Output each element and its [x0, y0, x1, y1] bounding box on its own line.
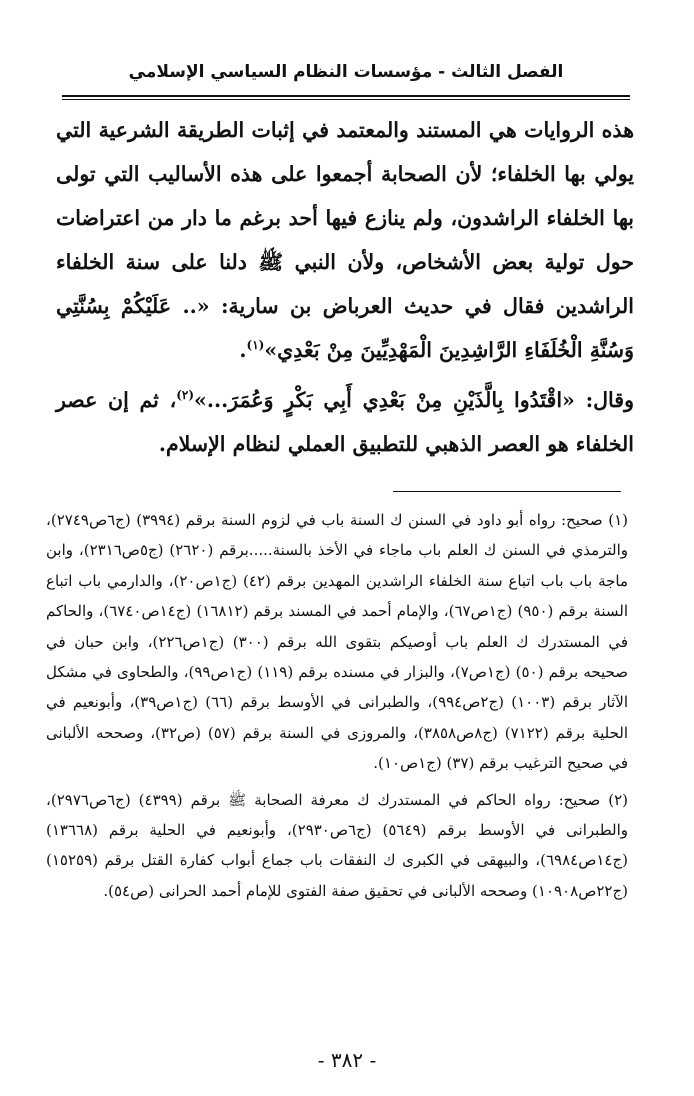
footnote-1: (١) صحيح: رواه أبو داود في السنن ك السنة باب في لزوم السنة برقم (٣٩٩٤) (ج٦ص٢٧٤٩)، والترمذي في السنن ك العلم باب ماجاء في الأخذ بالسنة.....برقم (٢٦٢٠) (ج٥ص٢٣١٦)، وابن ماجة باب باب اتباع سنة الخلفاء الراشدين المهدين برقم (٤٢) (ج١ص٢٠)، والدارمي باب اتباع السنة برقم (٩٥٠) (ج١ص٦٧)، والإمام أحمد في المسند برقم (١٦٨١٢) (ج١٤ص٦٧٤٠)، والحاكم في المستدرك ك العلم باب أوصيكم بتقوى الله برقم (٣٠٠) (ج١ص٢٢٦)، وابن حبان في صحيحه برقم (٥٠) (ج١ص٧)، والبزار في مسنده برقم (١١٩) (ج١ص٩٩)، والطحاوى في مشكل الآثار برقم (١٠٠٣) (ج٢ص٩٩٤)، والطبرانى في الأوسط برقم (٦٦) (ج١ص٣٩)، وأبونعيم في الحلية برقم (٧١٢٢) (ج٨ص٣٨٥٨)، والمروزى في السنة برقم (٥٧) (ص٣٢)، وصححه الألبانى في صحيح الترغيب برقم (٣٧) (ج١ص١٠).	[46, 511, 629, 773]
paragraph-2-quote: وقال: «اقْتَدُوا بِالَّذَيْنِ مِنْ بَعْدِي أَبِي بَكْرٍ وَعُمَرَ...»	[194, 388, 634, 412]
footnote-ref-2: (٢)	[176, 388, 195, 403]
body-paragraph-1: هذه الروايات هي المستند والمعتمد في إثبات الطريقة الشرعية التي يولي بها الخلفاء؛ لأن الصحابة أجمعوا على هذه الأساليب التي تولى بها الخلفاء الراشدون، ولم ينازع فيها أحد برغم ما دار من اعتراضات حول تولية بعض الأشخاص، ولأن النبي ﷺ دلنا على سنة الخلفاء الراشدين فقال في حديث العرباض بن سارية: «.. عَلَيْكُمْ بِسُنَّتِي وَسُنَّةِ الْخُلَفَاءِ الرَّاشِدِينَ الْمَهْدِيِّينَ مِنْ بَعْدِي»$^{(١)}$.	[56, 118, 634, 362]
body-paragraph-2	[56, 378, 634, 466]
main-text	[56, 108, 634, 466]
footnote-separator	[393, 491, 621, 492]
footnote-2: (٢) صحيح: رواه الحاكم في المستدرك ك معرفة الصحابة ﷺ برقم (٤٣٩٩) (ج٦ص٢٩٧٦)، والطبرانى في الأوسط برقم (٥٦٤٩) (ج٦ص٢٩٣٠)، وأبونعيم في الحلية برقم (١٣٦٦٨) (ج١٤ص٦٩٨٤)، والبيهقى في الكبرى ك النفقات باب جماع أبواب كفارة القتل برقم (١٥٢٥٩) (ج٢٢ص١٠٩٠٨) وصححه الألبانى في تحقيق صفة الفتوى للإمام أحمد الحرانى (ص٥٤).	[46, 790, 629, 900]
header-rule	[62, 95, 630, 100]
paragraph-2-rest: ، ثم إن عصر الخلفاء هو العصر الذهبي للتطبيق العملي لنظام الإسلام.	[56, 388, 634, 456]
page-number: - ٣٨٢ -	[317, 1048, 377, 1072]
running-header-title: الفصل الثالث - مؤسسات النظام السياسي الإسلامي	[128, 62, 564, 82]
footnote-ref-1: (١)	[246, 338, 265, 353]
paragraph-1-text: هذه الروايات هي المستند والمعتمد في إثبات الطريقة الشرعية التي يولي بها الخلفاء؛ لأن الصحابة أجمعوا على هذه الأساليب التي تولى بها الخلفاء الراشدون، ولم ينازع فيها أحد برغم ما دار من اعتراضات حول تولية بعض الأشخاص، ولأن النبي ﷺ دلنا على سنة الخلفاء الراشدين فقال في حديث العرباض بن سارية: «.. عَلَيْكُمْ بِسُنَّتِي وَسُنَّةِ الْخُلَفَاءِ الرَّاشِدِينَ الْمَهْدِيِّينَ مِنْ بَعْدِي»	[56, 118, 634, 362]
footnotes	[46, 505, 628, 906]
